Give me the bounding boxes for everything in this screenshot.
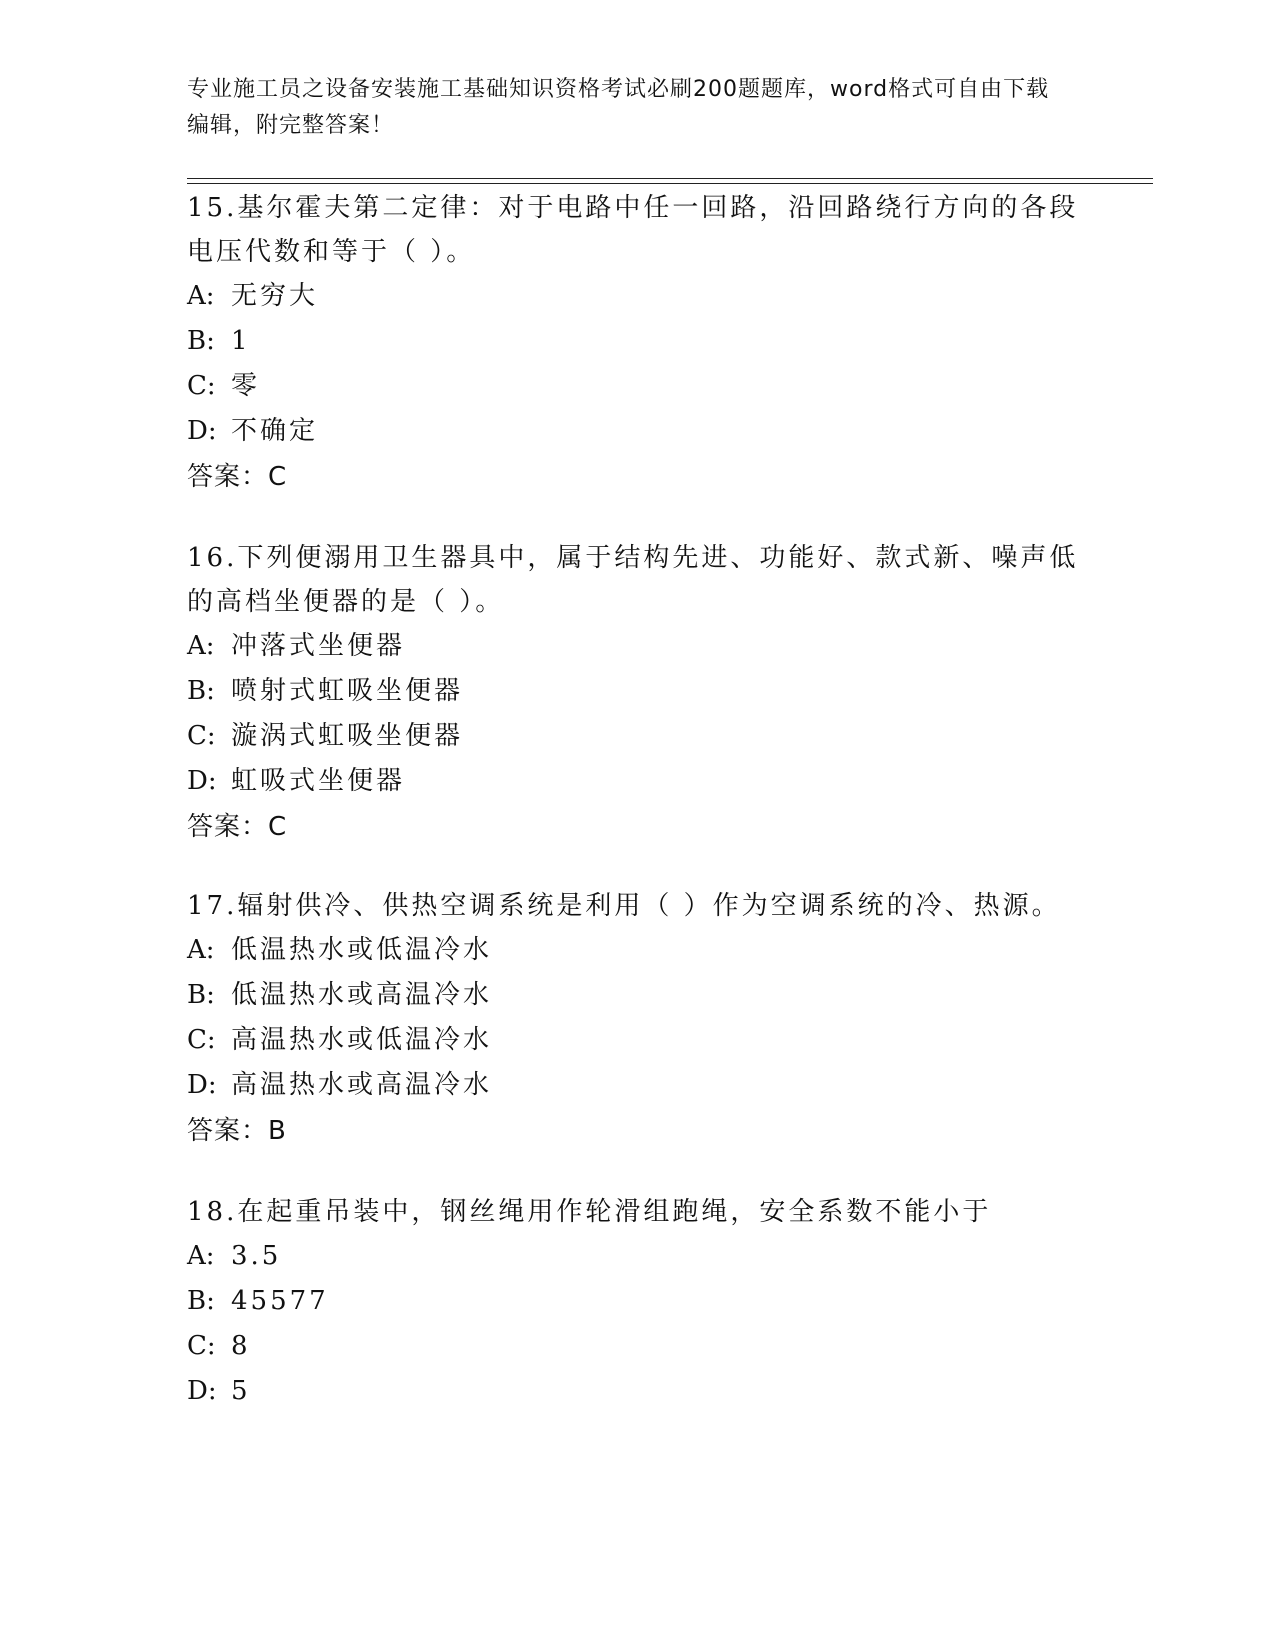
option-letter: B: xyxy=(187,980,215,1010)
option-a xyxy=(187,274,1087,319)
option-letter: C: xyxy=(187,721,216,751)
option-text: 3.5 xyxy=(231,1241,282,1271)
question-18 xyxy=(187,1190,1087,1414)
option-b xyxy=(187,1279,1087,1324)
option-letter: A: xyxy=(187,1241,215,1271)
option-letter: B: xyxy=(187,1286,215,1316)
option-text: 无穷大 xyxy=(231,281,319,311)
answer-line: 答案：C xyxy=(187,462,288,492)
option-letter: B: xyxy=(187,676,215,706)
option-c xyxy=(187,364,1087,409)
option-text: 低温热水或低温冷水 xyxy=(231,935,493,965)
answer-line: 答案：B xyxy=(187,1116,287,1146)
option-a xyxy=(187,624,1087,669)
question-text: 18.在起重吊装中，钢丝绳用作轮滑组跑绳，安全系数不能小于 xyxy=(187,1197,992,1227)
option-text: 5 xyxy=(231,1376,251,1406)
answer-line: 答案：C xyxy=(187,812,288,842)
option-b xyxy=(187,669,1087,714)
option-letter: A: xyxy=(187,631,215,661)
option-b xyxy=(187,319,1087,364)
question-16 xyxy=(187,536,1087,850)
option-d xyxy=(187,1369,1087,1414)
option-letter: B: xyxy=(187,326,215,356)
option-text: 冲落式坐便器 xyxy=(231,631,406,661)
option-text: 45577 xyxy=(231,1286,329,1316)
question-15 xyxy=(187,186,1087,500)
option-c xyxy=(187,1324,1087,1369)
option-c xyxy=(187,1018,1087,1063)
option-letter: D: xyxy=(187,1376,217,1406)
option-letter: A: xyxy=(187,281,215,311)
option-text: 虹吸式坐便器 xyxy=(231,766,406,796)
option-text: 不确定 xyxy=(231,416,319,446)
option-c xyxy=(187,714,1087,759)
question-text: 15.基尔霍夫第二定律：对于电路中任一回路，沿回路绕行方向的各段电压代数和等于（ ）。 xyxy=(187,193,1079,267)
document-title: 专业施工员之设备安装施工基础知识资格考试必刷200题题库，word格式可自由下载编辑，附完整答案！ xyxy=(187,77,1050,138)
option-letter: A: xyxy=(187,935,215,965)
option-d xyxy=(187,759,1087,804)
question-text: 16.下列便溺用卫生器具中，属于结构先进、功能好、款式新、噪声低的高档坐便器的是（ ）。 xyxy=(187,543,1079,617)
option-text: 高温热水或高温冷水 xyxy=(231,1070,493,1100)
header-divider-top xyxy=(187,178,1153,179)
option-letter: D: xyxy=(187,766,217,796)
option-text: 漩涡式虹吸坐便器 xyxy=(231,721,464,751)
header-divider-bottom xyxy=(187,183,1153,184)
option-d xyxy=(187,1063,1087,1108)
option-text: 8 xyxy=(231,1331,251,1361)
option-letter: D: xyxy=(187,1070,217,1100)
option-d xyxy=(187,409,1087,454)
option-a xyxy=(187,928,1087,973)
option-letter: C: xyxy=(187,371,216,401)
question-text: 17.辐射供冷、供热空调系统是利用（ ）作为空调系统的冷、热源。 xyxy=(187,891,1061,921)
option-text: 零 xyxy=(231,371,261,401)
option-letter: C: xyxy=(187,1025,216,1055)
option-letter: D: xyxy=(187,416,217,446)
option-text: 低温热水或高温冷水 xyxy=(231,980,493,1010)
option-text: 喷射式虹吸坐便器 xyxy=(231,676,464,706)
option-b xyxy=(187,973,1087,1018)
option-text: 1 xyxy=(231,326,251,356)
option-letter: C: xyxy=(187,1331,216,1361)
option-a xyxy=(187,1234,1087,1279)
option-text: 高温热水或低温冷水 xyxy=(231,1025,493,1055)
question-17 xyxy=(187,884,1087,1154)
